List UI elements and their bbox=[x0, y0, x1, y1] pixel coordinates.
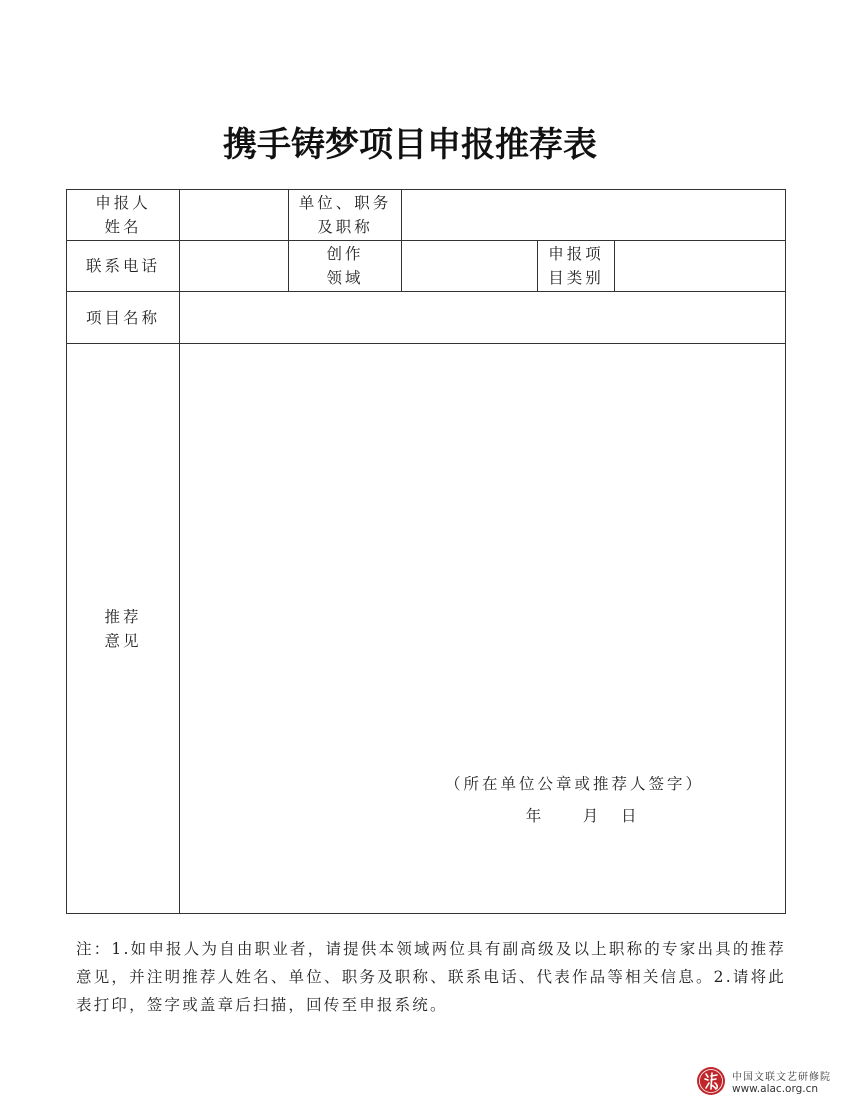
footer-org-name: 中国文联文艺研修院 bbox=[732, 1072, 831, 1083]
page-title: 携手铸梦项目申报推荐表 bbox=[223, 125, 597, 165]
form-note: 注：1.如申报人为自由职业者，请提供本领域两位具有副高级及以上职称的专家出具的推荐意见，并注明推荐人姓名、单位、职务及职称、联系电话、代表作品等相关信息。2.请将此表打印，签字或盖章后扫描，回传至申报系统。 bbox=[76, 940, 786, 1014]
form-row-applicant bbox=[67, 190, 786, 241]
applicant-name-field[interactable] bbox=[180, 190, 289, 241]
unit-position-field[interactable] bbox=[402, 190, 786, 241]
recommendation-opinion-label: 推荐 意见 bbox=[67, 344, 180, 914]
phone-label: 联系电话 bbox=[67, 241, 180, 292]
project-category-field[interactable] bbox=[615, 241, 786, 292]
year-label: 年 bbox=[525, 807, 545, 825]
project-name-field[interactable] bbox=[180, 292, 786, 344]
date-line bbox=[507, 804, 640, 828]
applicant-name-label: 申报人 姓名 bbox=[67, 190, 180, 241]
creative-field-field[interactable] bbox=[402, 241, 538, 292]
form-row-project bbox=[67, 292, 786, 344]
footer-branding bbox=[696, 1066, 846, 1098]
seal-logo-icon bbox=[696, 1066, 726, 1096]
application-form-table bbox=[66, 189, 786, 914]
month-label: 月 bbox=[582, 807, 602, 825]
footer-url[interactable]: www.alac.org.cn bbox=[732, 1083, 819, 1095]
recommendation-opinion-field[interactable] bbox=[180, 344, 786, 914]
form-row-contact bbox=[67, 241, 786, 292]
phone-field[interactable] bbox=[180, 241, 289, 292]
unit-position-label: 单位、职务 及职称 bbox=[289, 190, 402, 241]
project-name-label: 项目名称 bbox=[67, 292, 180, 344]
project-category-label: 申报项 目类别 bbox=[538, 241, 615, 292]
day-label: 日 bbox=[621, 807, 640, 825]
seal-signature-instruction: （所在单位公章或推荐人签字） bbox=[445, 775, 705, 793]
form-row-opinion bbox=[67, 344, 786, 914]
creative-field-label: 创作 领域 bbox=[289, 241, 402, 292]
